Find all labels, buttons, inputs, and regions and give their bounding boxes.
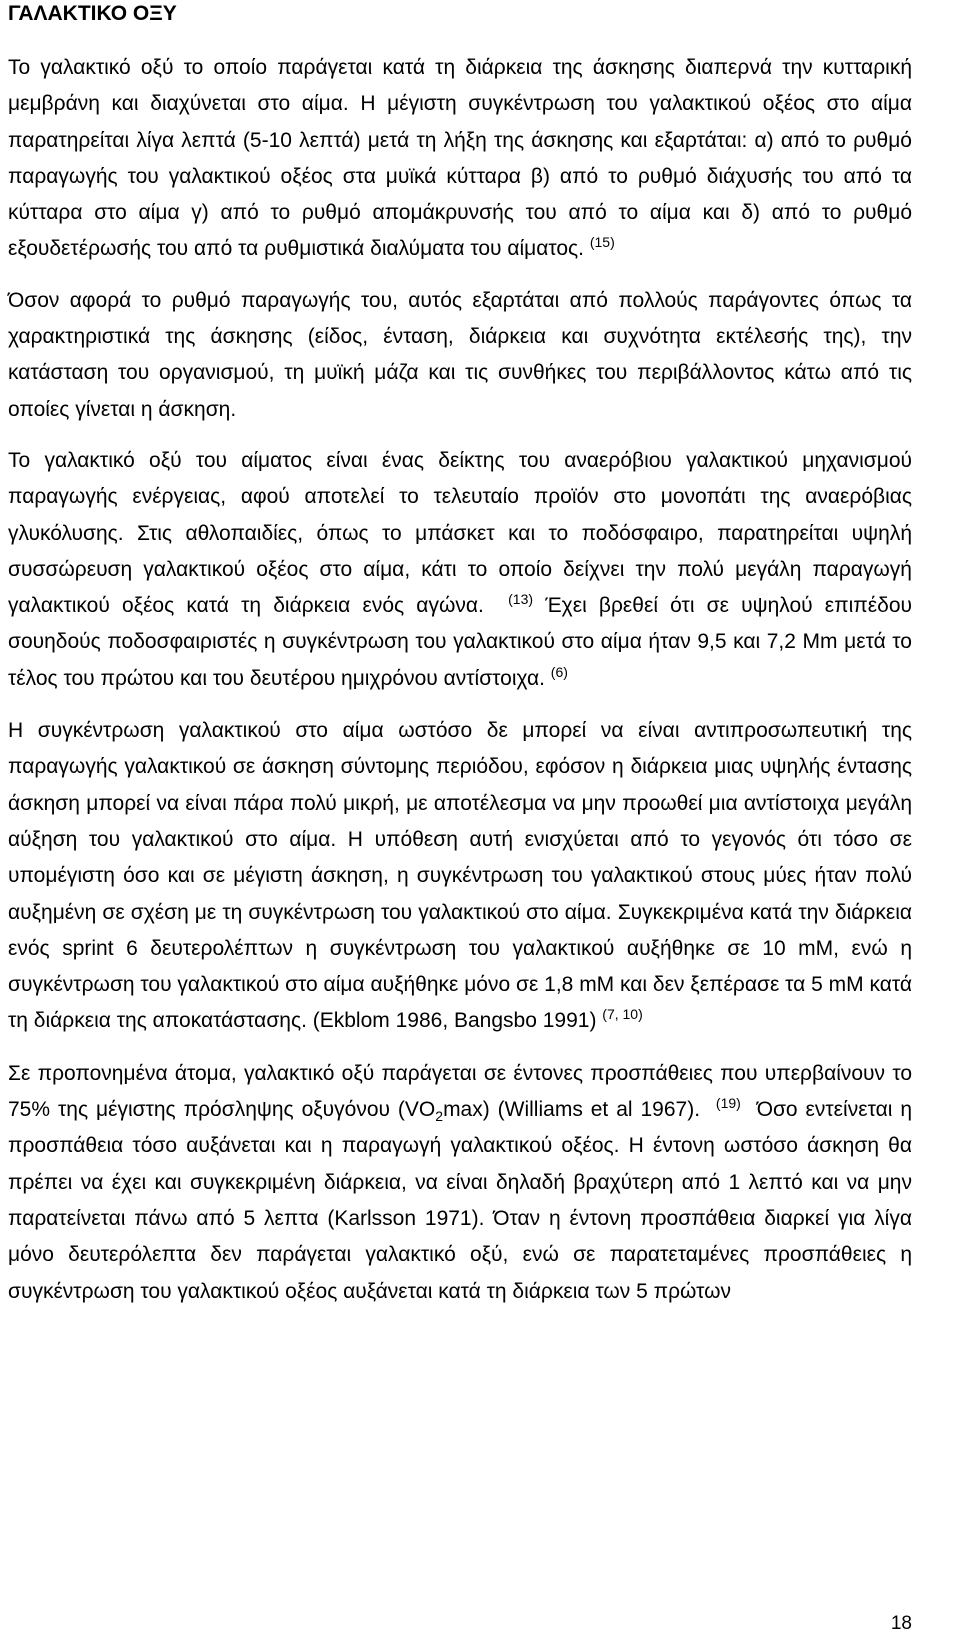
paragraph-4 [8,713,912,1040]
paragraph-5-text-a: Σε προπονημένα άτομα, γαλακτικό οξύ παράγεται σε έντονες προσπάθειες που υπερβαίνουν το 75% της μέγιστης πρόσληψης οξυγόνου (VO [8,1061,912,1122]
page-number: 18 [890,1613,912,1634]
paragraph-5-text-c: Όσο εντείνεται η προσπάθεια τόσο αυξάνεται και η παραγωγή γαλακτικού οξέος. Η έντονη ωστόσο άσκηση θα πρέπει να έχει και συγκεκριμένη διάρκεια, να είναι δηλαδή βραχύτερη από 1 λεπτό και να μην παρατείνεται πάνω από 5 λεπτα (Karlsson 1971). Όταν η έντονη προσπάθεια διαρκεί για λίγα μόνο δευτερόλεπτα δεν παράγεται γαλακτικό οξύ, ενώ σε παρατεταμένες προσπάθειες η συγκέντρωση του γαλακτικού οξέος αυξάνεται κατά τη διάρκεια των 5 πρώτων [8,1098,912,1303]
paragraph-5 [8,1056,912,1310]
paragraph-2-text: Όσον αφορά το ρυθμό παραγωγής του, αυτός εξαρτάται από πολλούς παράγοντες όπως τα χαρακτηριστικά της άσκησης (είδος, ένταση, διάρκεια και συχνότητα εκτέλεσής της), την κατάσταση του οργανισμού, τη μυϊκή μάζα και τις συνθήκες του περιβάλλοντος κάτω από τις οποίες γίνεται η άσκηση. [8,288,912,421]
paragraph-5-text-b: max) (Williams et al 1967). [443,1098,701,1122]
citation-7-10: (7, 10) [602,1006,643,1023]
citation-15: (15) [589,234,615,251]
paragraph-1-text: Το γαλακτικό οξύ το οποίο παράγεται κατά τη διάρκεια της άσκησης διαπερνά την κυτταρική μεμβράνη και διαχύνεται στο αίμα. Η μέγιστη συγκέντρωση του γαλακτικού οξέος στο αίμα παρατηρείται λίγα λεπτά (5-10 λεπτά) μετά τη λήξη της άσκησης και εξαρτάται: α) από το ρυθμό παραγωγής του γαλακτικού οξέος στα μυϊκά κύτταρα β) από το ρυθμό διάχυσής του από τα κύτταρα στο αίμα γ) από το ρυθμό απομάκρυνσής του από το αίμα και δ) από το ρυθμό εξουδετέρωσής του από τα ρυθμιστικά διαλύματα του αίματος. [8,56,912,261]
paragraph-3-text-a: Το γαλακτικό οξύ του αίματος είναι ένας δείκτης του αναερόβιου γαλακτικού μηχανισμού παραγωγής ενέργειας, αφού αποτελεί το τελευταίο προϊόν στο μονοπάτι της αναερόβιας γλυκόλυσης. Στις αθλοπαιδίες, όπως το μπάσκετ και το ποδόσφαιρο, παρατηρείται υψηλή συσσώρευση γαλακτικού οξέος στο αίμα, κάτι το οποίο δείχνει την πολύ μεγάλη παραγωγή γαλακτικού οξέος κατά τη διάρκεια ενός αγώνα. [8,448,912,618]
citation-19: (19) [715,1095,741,1112]
citation-6: (6) [550,663,568,680]
paragraph-2 [8,283,912,428]
paragraph-3-text-b: Έχει βρεθεί ότι σε υψηλού επιπέδου σουηδούς ποδοσφαιριστές η συγκέντρωση του γαλακτικού στο αίμα ήταν 9,5 και 7,2 Mm μετά το τέλος του πρώτου και του δευτέρου ημιχρόνου αντίστοιχα. [8,594,912,690]
paragraph-4-text: Η συγκέντρωση γαλακτικού στο αίμα ωστόσο δε μπορεί να είναι αντιπροσωπευτική της παραγωγής γαλακτικού σε άσκηση σύντομης περιόδου, εφόσον η διάρκεια μιας υψηλής έντασης άσκηση μπορεί να είναι πάρα πολύ μικρή, με αποτέλεσμα να μην προωθεί μια αντίστοιχα μεγάλη αύξηση του γαλακτικού στο αίμα. Η υπόθεση αυτή ενισχύεται από το γεγονός ότι τόσο σε υπομέγιστη όσο και σε μέγιστη άσκηση, η συγκέντρωση του γαλακτικού στους μύες ήταν πολύ αυξημένη σε σχέση με τη συγκέντρωση του γαλακτικού στο αίμα. Συγκεκριμένα κατά την διάρκεια ενός sprint 6 δευτερολέπτων η συγκέντρωση του γαλακτικού αυξήθηκε σε 10 mM, ενώ η συγκέντρωση του γαλακτικού στο αίμα αυξήθηκε μόνο σε 1,8 mM και δεν ξεπέρασε τα 5 mM κατά τη διάρκεια της αποκατάστασης. (Ekblom 1986, Bangsbo 1991) [8,719,912,1033]
document-page [8,0,912,1310]
section-heading: ΓΑΛΑΚΤΙΚΟ ΟΞΥ [8,2,177,25]
subscript-2: 2 [435,1108,444,1125]
paragraph-1 [8,50,912,268]
paragraph-3 [8,443,912,697]
citation-13: (13) [508,591,534,608]
